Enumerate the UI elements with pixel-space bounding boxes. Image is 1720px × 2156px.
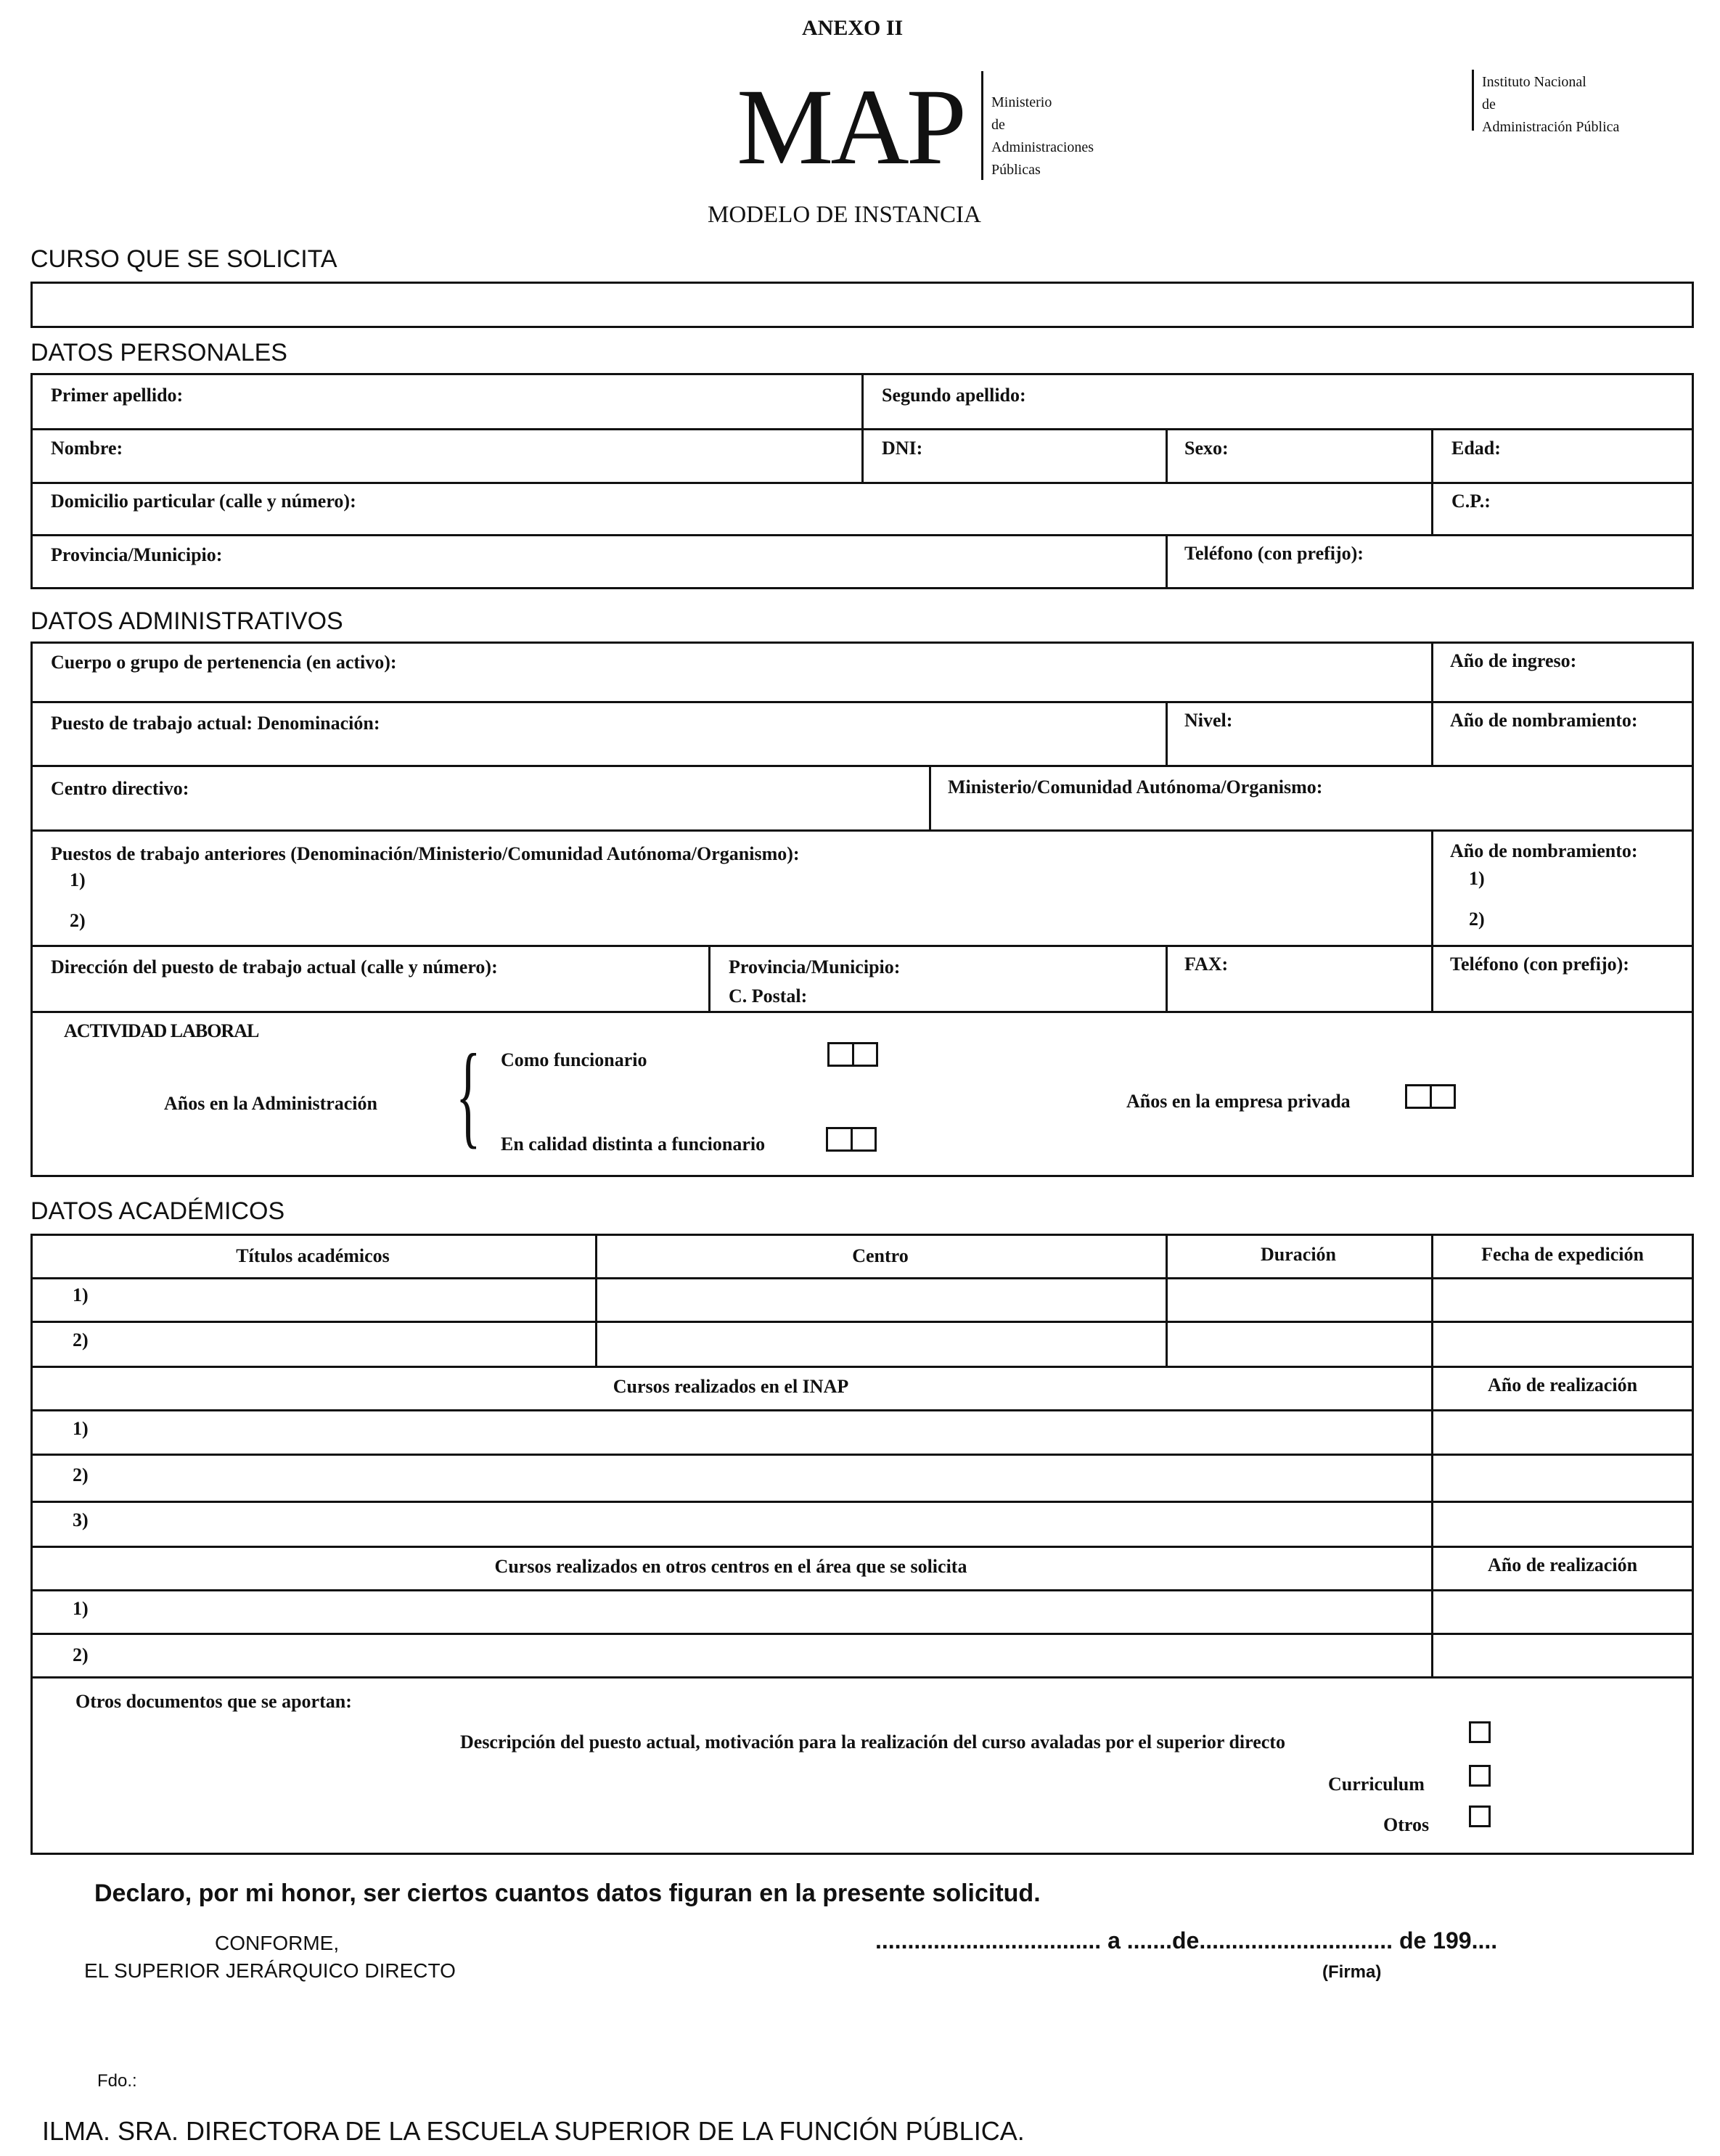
- curriculum-label: Curriculum: [1328, 1774, 1425, 1795]
- curso-inap-3[interactable]: 3): [73, 1509, 89, 1530]
- ministry-line: Públicas: [991, 162, 1041, 178]
- col-divider: [1431, 829, 1433, 1012]
- nombre-field[interactable]: Nombre:: [51, 438, 123, 459]
- puesto-anterior-2[interactable]: 2): [70, 910, 86, 931]
- edad-field[interactable]: Edad:: [1451, 438, 1501, 459]
- section-administrativos: DATOS ADMINISTRATIVOS: [30, 607, 343, 635]
- domicilio-field[interactable]: Domicilio particular (calle y número):: [51, 491, 356, 512]
- otros-documentos-label: Otros documentos que se aportan:: [75, 1691, 352, 1712]
- row-divider: [30, 1277, 1694, 1279]
- nivel-field[interactable]: Nivel:: [1184, 710, 1233, 731]
- distinta-funcionario-years-box[interactable]: [826, 1127, 877, 1152]
- curso-inap-2[interactable]: 2): [73, 1464, 89, 1485]
- ano-anterior-2[interactable]: 2): [1469, 909, 1485, 930]
- institute-line: Administración Pública: [1482, 119, 1620, 135]
- form-title: MODELO DE INSTANCIA: [708, 202, 981, 228]
- col-divider: [861, 373, 864, 483]
- cpostal-field[interactable]: C. Postal:: [729, 985, 808, 1007]
- superior-label: EL SUPERIOR JERÁRQUICO DIRECTO: [84, 1959, 456, 1982]
- section-personales: DATOS PERSONALES: [30, 339, 287, 366]
- academicos-table: [30, 1234, 1694, 1855]
- titulo-row-2[interactable]: 2): [73, 1329, 89, 1350]
- map-logo: MAP: [737, 67, 965, 187]
- ano-nombramiento-field[interactable]: Año de nombramiento:: [1450, 710, 1638, 731]
- curso-otro-2[interactable]: 2): [73, 1644, 89, 1665]
- fdo-label: Fdo.:: [97, 2071, 137, 2091]
- ministry-name: [991, 91, 1094, 181]
- destinatario-text: ILMA. SRA. DIRECTORA DE LA ESCUELA SUPERIOR DE LA FUNCIÓN PÚBLICA.: [42, 2116, 1025, 2146]
- cuerpo-field[interactable]: Cuerpo o grupo de pertenencia (en activo):: [51, 652, 397, 673]
- col-divider: [708, 945, 710, 1012]
- row-divider: [30, 1676, 1694, 1679]
- actividad-laboral-label: ACTIVIDAD LABORAL: [64, 1020, 259, 1041]
- segundo-apellido-field[interactable]: Segundo apellido:: [882, 385, 1026, 406]
- como-funcionario-years-box[interactable]: [827, 1042, 878, 1067]
- conforme-label: CONFORME,: [215, 1932, 340, 1954]
- firma-label: (Firma): [1322, 1962, 1382, 1982]
- provincia-trabajo-field[interactable]: Provincia/Municipio:: [729, 956, 901, 977]
- section-curso: CURSO QUE SE SOLICITA: [30, 245, 337, 273]
- cursos-inap-header: Cursos realizados en el INAP: [613, 1376, 849, 1397]
- declaracion-text: Declaro, por mi honor, ser ciertos cuantos datos figuran en la presente solicitud.: [94, 1880, 1041, 1907]
- empresa-privada-label: Años en la empresa privada: [1126, 1091, 1351, 1112]
- centro-directivo-field[interactable]: Centro directivo:: [51, 778, 189, 799]
- distinta-funcionario-label: En calidad distinta a funcionario: [501, 1134, 766, 1155]
- direccion-field[interactable]: Dirección del puesto de trabajo actual (calle y número):: [51, 956, 498, 977]
- titulo-row-1[interactable]: 1): [73, 1284, 89, 1306]
- otros-label: Otros: [1383, 1814, 1430, 1835]
- col-divider: [929, 765, 931, 831]
- brace: {: [456, 1030, 481, 1159]
- row-divider: [30, 1454, 1694, 1456]
- row-divider: [30, 1366, 1694, 1368]
- curriculum-checkbox[interactable]: [1469, 1765, 1491, 1787]
- row-divider: [30, 1409, 1694, 1411]
- row-divider: [30, 945, 1694, 947]
- annex-title: ANEXO II: [802, 16, 904, 40]
- ministry-line: Ministerio: [991, 94, 1052, 110]
- ministry-line: Administraciones: [991, 139, 1094, 155]
- empresa-privada-years-box[interactable]: [1405, 1084, 1456, 1109]
- section-academicos: DATOS ACADÉMICOS: [30, 1197, 285, 1225]
- puestos-anteriores-label: Puestos de trabajo anteriores (Denominación/Ministerio/Comunidad Autónoma/Organismo):: [51, 843, 800, 864]
- otros-checkbox[interactable]: [1469, 1805, 1491, 1827]
- col-duracion-header: Duración: [1261, 1244, 1336, 1265]
- sexo-field[interactable]: Sexo:: [1184, 438, 1229, 459]
- cursos-otros-header: Cursos realizados en otros centros en el área que se solicita: [494, 1556, 967, 1577]
- col-divider: [1166, 701, 1168, 766]
- ano-nombramiento-anterior-label: Año de nombramiento:: [1450, 840, 1638, 861]
- row-divider: [30, 1546, 1694, 1548]
- anos-administracion-label: Años en la Administración: [164, 1093, 377, 1114]
- cp-field[interactable]: C.P.:: [1451, 491, 1491, 512]
- row-divider: [30, 1589, 1694, 1591]
- col-divider: [1166, 428, 1168, 483]
- curso-field[interactable]: [30, 282, 1694, 328]
- institute-divider: [1472, 70, 1474, 131]
- como-funcionario-label: Como funcionario: [501, 1049, 647, 1070]
- col-divider: [1166, 945, 1168, 1012]
- row-divider: [30, 1011, 1694, 1013]
- col-divider: [1431, 428, 1433, 536]
- dni-field[interactable]: DNI:: [882, 438, 923, 459]
- fecha-lugar-line[interactable]: ................................... a .......de.............................. de 199....: [875, 1927, 1498, 1954]
- col-divider: [1431, 1234, 1433, 1678]
- row-divider: [30, 1501, 1694, 1503]
- ministerio-field[interactable]: Ministerio/Comunidad Autónoma/Organismo:: [948, 776, 1323, 798]
- ano-anterior-1[interactable]: 1): [1469, 868, 1485, 889]
- logo-divider: [981, 71, 983, 180]
- institute-name: [1482, 71, 1619, 139]
- col-divider: [1166, 534, 1168, 589]
- col-titulos-header: Títulos académicos: [236, 1245, 390, 1266]
- institute-line: de: [1482, 97, 1496, 112]
- row-divider: [30, 701, 1694, 703]
- descripcion-label: Descripción del puesto actual, motivación para la realización del curso avaladas por el superior directo: [460, 1731, 1285, 1753]
- telefono-trabajo-field[interactable]: Teléfono (con prefijo):: [1450, 954, 1629, 975]
- telefono-field[interactable]: Teléfono (con prefijo):: [1184, 543, 1364, 564]
- ano-realizacion-otros-header: Año de realización: [1487, 1554, 1638, 1575]
- row-divider: [30, 829, 1694, 832]
- col-fecha-header: Fecha de expedición: [1481, 1244, 1644, 1265]
- institute-line: Instituto Nacional: [1482, 74, 1586, 90]
- col-divider: [1431, 642, 1433, 766]
- descripcion-checkbox[interactable]: [1469, 1721, 1491, 1743]
- ano-ingreso-field[interactable]: Año de ingreso:: [1450, 650, 1577, 671]
- primer-apellido-field[interactable]: Primer apellido:: [51, 385, 184, 406]
- ministry-line: de: [991, 117, 1005, 133]
- row-divider: [30, 1321, 1694, 1323]
- fax-field[interactable]: FAX:: [1184, 954, 1229, 975]
- curso-otro-1[interactable]: 1): [73, 1598, 89, 1619]
- puesto-actual-field[interactable]: Puesto de trabajo actual: Denominación:: [51, 713, 380, 734]
- row-divider: [30, 765, 1694, 767]
- col-centro-header: Centro: [852, 1245, 909, 1266]
- ano-realizacion-inap-header: Año de realización: [1487, 1374, 1638, 1395]
- provincia-field[interactable]: Provincia/Municipio:: [51, 544, 223, 565]
- curso-inap-1[interactable]: 1): [73, 1418, 89, 1439]
- puesto-anterior-1[interactable]: 1): [70, 869, 86, 890]
- row-divider: [30, 1633, 1694, 1635]
- row-divider: [30, 534, 1694, 536]
